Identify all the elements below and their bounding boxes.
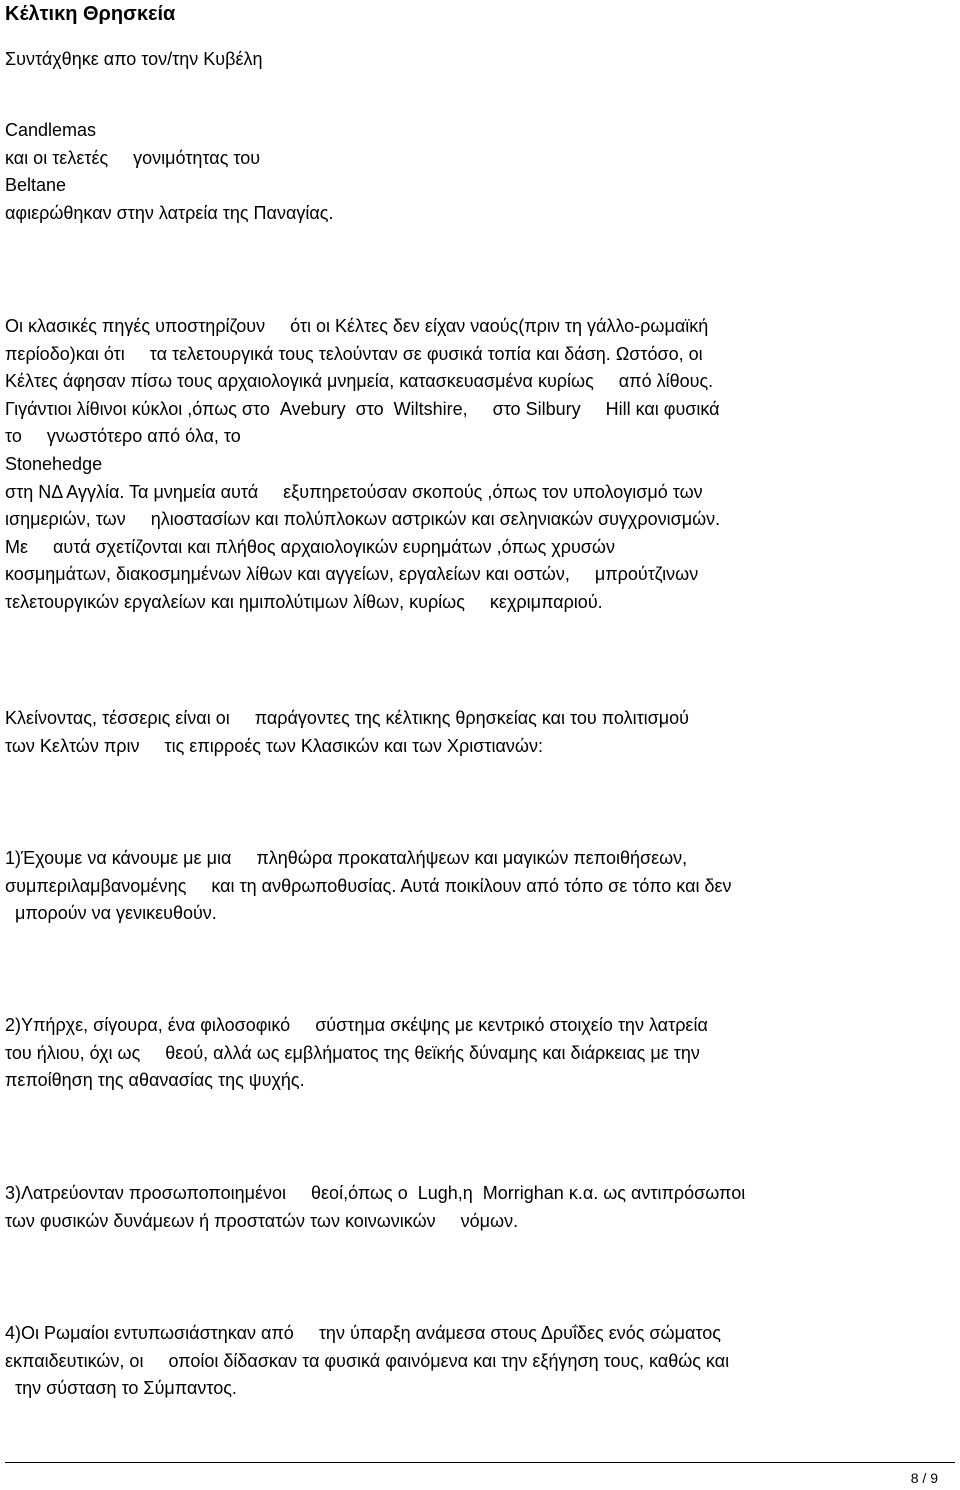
paragraph-point-1 <box>5 845 955 928</box>
text-line: 3)Λατρεύονταν προσωποποιημένοι θεοί,όπως ο Lugh,η Morrighan κ.α. ως αντιπρόσωποι <box>5 1183 746 1203</box>
text-line: Stonehedge <box>5 453 103 474</box>
text-line: Beltane <box>5 175 67 196</box>
paragraph-point-4 <box>5 1320 955 1403</box>
text-line: και οι τελετές γονιμότητας του <box>5 147 261 168</box>
text-line: περίοδο)και ότι τα τελετουργικά τους τελούνταν σε φυσικά τοπία και δάση. Ωστόσο, οι <box>5 343 703 364</box>
footer-divider <box>5 1462 955 1463</box>
text-line: μπορούν να γενικευθούν. <box>5 903 217 924</box>
text-line: πεποίθηση της αθανασίας της ψυχής. <box>5 1070 305 1091</box>
paragraph-point-3 <box>5 1180 955 1235</box>
text-line: Candlemas <box>5 120 97 140</box>
text-line: αφιερώθηκαν στην λατρεία της Παναγίας. <box>5 202 334 223</box>
text-line: Κλείνοντας, τέσσερις είναι οι παράγοντες της κέλτικης θρησκείας και του πολιτισμού <box>5 708 690 728</box>
text-line: τελετουργικών εργαλείων και ημιπολύτιμων λίθων, κυρίως κεχριμπαριού. <box>5 591 603 612</box>
text-line: στη ΝΔ Αγγλία. Τα μνημεία αυτά εξυπηρετούσαν σκοπούς ,όπως τον υπολογισμό των <box>5 481 703 502</box>
paragraph-candlemas <box>5 117 955 227</box>
paragraph-conclusion <box>5 705 955 760</box>
text-line: 4)Οι Ρωμαίοι εντυπωσιάστηκαν από την ύπαρξη ανάμεσα στους Δρυΐδες ενός σώματος <box>5 1323 721 1343</box>
article-title: Κέλτικη Θρησκεία <box>5 3 176 25</box>
text-line: Με αυτά σχετίζονται και πλήθος αρχαιολογικών ευρημάτων ,όπως χρυσών <box>5 536 615 557</box>
text-line: το γνωστότερο από όλα, το <box>5 426 241 447</box>
text-line: συμπεριλαμβανομένης και τη ανθρωποθυσίας. Αυτά ποικίλουν από τόπο σε τόπο και δεν <box>5 875 732 896</box>
paragraph-classical-sources <box>5 313 955 617</box>
text-line: Γιγάντιοι λίθινοι κύκλοι ,όπως στο Avebury στο Wiltshire, στο Silbury Hill και φυσικά <box>5 398 720 419</box>
paragraph-point-2 <box>5 1012 955 1095</box>
text-line: των Κελτών πριν τις επιρροές των Κλασικών και των Χριστιανών: <box>5 735 543 756</box>
text-line: 1)Έχουμε να κάνουμε με μια πληθώρα προκαταλήψεων και μαγικών πεποιθήσεων, <box>5 848 688 868</box>
text-line: ισημεριών, των ηλιοστασίων και πολύπλοκων αστρικών και σεληνιακών συγχρονισμών. <box>5 509 721 530</box>
text-line: Οι κλασικές πηγές υποστηρίζουν ότι οι Κέλτες δεν είχαν ναούς(πριν τη γάλλο-ρωμαϊκή <box>5 316 709 336</box>
text-line: εκπαιδευτικών, οι οποίοι δίδασκαν τα φυσικά φαινόμενα και την εξήγηση τους, καθώς και <box>5 1350 730 1371</box>
text-line: του ήλιου, όχι ως θεού, αλλά ως εμβλήματος της θεϊκής δύναμης και διάρκειας με την <box>5 1042 700 1063</box>
text-line: Κέλτες άφησαν πίσω τους αρχαιολογικά μνημεία, κατασκευασμένα κυρίως από λίθους. <box>5 371 714 392</box>
text-line: των φυσικών δυνάμεων ή προστατών των κοινωνικών νόμων. <box>5 1210 519 1231</box>
text-line: 2)Υπήρχε, σίγουρα, ένα φιλοσοφικό σύστημα σκέψης με κεντρικό στοιχείο την λατρεία <box>5 1015 708 1035</box>
text-line: κοσμημάτων, διακοσμημένων λίθων και αγγείων, εργαλείων και οστών, μπρούτζινων <box>5 564 699 585</box>
page-number: 8 / 9 <box>910 1470 938 1486</box>
text-line: την σύσταση το Σύμπαντος. <box>5 1378 237 1399</box>
author-line: Συντάχθηκε απο τον/την Κυβέλη <box>5 49 263 69</box>
